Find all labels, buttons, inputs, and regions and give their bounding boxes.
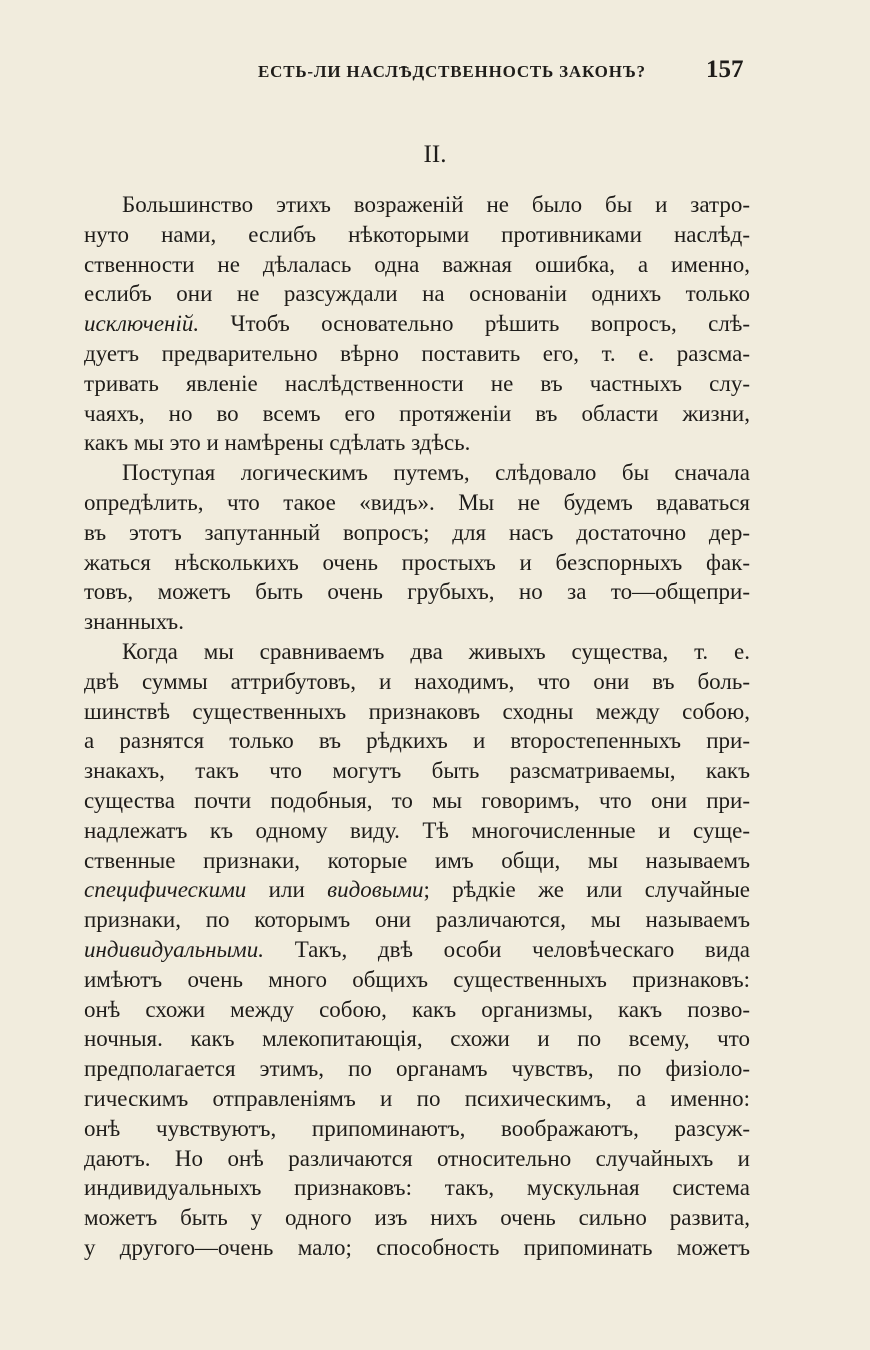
line-text: нуто нами, еслибъ нѣкоторыми противниками наслѣд- (84, 221, 750, 247)
line-text: знанныхъ. (84, 609, 184, 635)
line-text: въ этотъ запутанный вопросъ; для насъ достаточно дер- (84, 519, 750, 545)
line-text: у другого—очень мало; способность припоминать можетъ (84, 1234, 750, 1260)
line-text: шинствѣ существенныхъ признаковъ сходны между собою, (84, 698, 750, 724)
text-line (84, 548, 750, 578)
line-text: Чтобъ основательно рѣшить вопросъ, слѣ- (199, 311, 750, 337)
line-text: Такъ, двѣ особи человѣческаго вида (263, 936, 750, 962)
line-text: даютъ. Но онѣ различаются относительно случайныхъ и (84, 1145, 750, 1171)
line-text: предполагается этимъ, по органамъ чувствъ, по физіоло- (84, 1056, 750, 1082)
text-line (84, 637, 750, 667)
italic-term: специфическими (84, 877, 247, 903)
page-number: 157 (706, 56, 744, 83)
line-text: Поступая логическимъ путемъ, слѣдовало бы сначала (122, 460, 750, 486)
text-line (84, 697, 750, 727)
line-text: онѣ чувствуютъ, припоминаютъ, воображаютъ, разсуж- (84, 1115, 750, 1141)
section-number: II. (423, 141, 447, 168)
text-line (84, 607, 750, 637)
text-line (84, 905, 750, 935)
text-line (84, 846, 750, 876)
line-text: ночныя. какъ млекопитающія, схожи и по всему, что (84, 1026, 750, 1052)
italic-term: индивидуальными. (84, 936, 264, 962)
line-text: какъ мы это и намѣрены сдѣлать здѣсь. (84, 430, 471, 456)
text-line (84, 1173, 750, 1203)
text-line (84, 458, 750, 488)
line-text: индивидуальныхъ признаковъ: такъ, мускульная система (84, 1175, 750, 1201)
text-line (84, 518, 750, 548)
line-text: товъ, можетъ быть очень грубыхъ, но за то—общепри- (84, 579, 750, 605)
text-line (84, 220, 750, 250)
running-title: ЕСТЬ-ЛИ НАСЛѢДСТВЕННОСТЬ ЗАКОНЪ? (258, 62, 646, 81)
line-text: знакахъ, такъ что могутъ быть разсматриваемы, какъ (84, 758, 750, 784)
body-text (84, 190, 750, 1263)
line-text: дуетъ предварительно вѣрно поставить его, т. е. разсма- (84, 340, 750, 366)
text-line (84, 1233, 750, 1263)
italic-term: исключеній. (84, 311, 200, 337)
text-line (84, 965, 750, 995)
line-text: ственные признаки, которые имъ общи, мы называемъ (84, 847, 750, 873)
line-text: имѣютъ очень много общихъ существенныхъ признаковъ: (84, 966, 750, 992)
text-line (84, 1203, 750, 1233)
text-line (84, 1054, 750, 1084)
line-text: ственности не дѣлалась одна важная ошибка, а именно, (84, 251, 750, 277)
text-line (84, 428, 750, 458)
text-line (84, 756, 750, 786)
text-line (84, 279, 750, 309)
text-line (84, 1024, 750, 1054)
line-text: онѣ схожи между собою, какъ организмы, какъ позво- (84, 996, 750, 1022)
line-text: существа почти подобныя, то мы говоримъ, что они при- (84, 787, 750, 813)
text-line (84, 577, 750, 607)
text-line (84, 875, 750, 905)
line-text: Большинство этихъ возраженій не было бы и затро- (122, 192, 750, 217)
text-line (84, 339, 750, 369)
line-text: признаки, по которымъ они различаются, мы называемъ (84, 907, 750, 933)
text-line (84, 816, 750, 846)
italic-term: видовыми (327, 877, 424, 903)
line-text: гическимъ отправленіямъ и по психическимъ, а именно: (84, 1085, 750, 1111)
text-line (84, 726, 750, 756)
line-text: Когда мы сравниваемъ два живыхъ существа, т. е. (122, 638, 750, 664)
line-text: еслибъ они не разсуждали на основаніи однихъ только (84, 281, 750, 307)
text-line (84, 935, 750, 965)
text-line (84, 399, 750, 429)
line-text: надлежатъ къ одному виду. Тѣ многочисленные и суще- (84, 817, 750, 843)
text-line (84, 1084, 750, 1114)
line-text: двѣ суммы аттрибутовъ, и находимъ, что они въ боль- (84, 668, 750, 694)
text-line (84, 1144, 750, 1174)
text-line (84, 488, 750, 518)
text-line (84, 190, 750, 220)
line-text: чаяхъ, но во всемъ его протяженіи въ области жизни, (84, 400, 750, 426)
text-line (84, 1114, 750, 1144)
text-line (84, 309, 750, 339)
text-line (84, 786, 750, 816)
line-text: или (246, 877, 328, 903)
line-text: жаться нѣсколькихъ очень простыхъ и безспорныхъ фак- (84, 549, 750, 575)
text-line (84, 995, 750, 1025)
line-text: тривать явленіе наслѣдственности не въ частныхъ слу- (84, 370, 750, 396)
line-text: можетъ быть у одного изъ нихъ очень сильно развита, (84, 1205, 750, 1231)
line-text: а разнятся только въ рѣдкихъ и второстепенныхъ при- (84, 728, 750, 754)
line-text: опредѣлить, что такое «видъ». Мы не будемъ вдаваться (84, 489, 750, 515)
text-line (84, 369, 750, 399)
text-line (84, 667, 750, 697)
line-text: ; рѣдкіе же или случайные (423, 877, 750, 903)
text-line (84, 250, 750, 280)
